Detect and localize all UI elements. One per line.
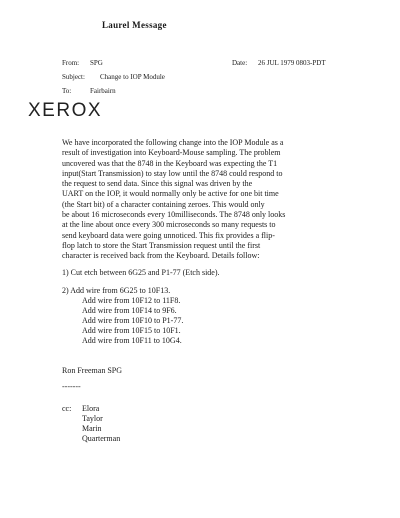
step-2-line: Add wire from 10F14 to 9F6. [82, 306, 177, 315]
from-label: From: [62, 59, 80, 67]
message-title: Laurel Message [102, 20, 167, 30]
step-2: 2) Add wire from 6G25 to 10F13. [62, 286, 171, 295]
subject-label: Subject: [62, 73, 85, 81]
body-line: UART on the IOP, it would normally only be active for one bit time [62, 189, 279, 199]
cc-name: Quarterman [82, 434, 121, 443]
body-line: be about 16 microseconds every 10milliseconds. The 8748 only looks [62, 210, 286, 220]
step-2-line: Add wire from 10F11 to 10G4. [82, 336, 182, 345]
to-label: To: [62, 87, 72, 95]
subject-value: Change to IOP Module [100, 73, 165, 81]
step-2-line: Add wire from 10F12 to 11F8. [82, 296, 181, 305]
step-2-line: Add wire from 10F15 to 10F1. [82, 326, 181, 335]
body-line: (the Start bit) of a character containing zeroes. This would only [62, 199, 265, 209]
body-line: at the line about once every 300 microseconds so many requests to [62, 220, 276, 230]
separator: ------- [62, 382, 81, 391]
body-line: input(Start Transmission) to stay low until the 8748 could respond to [62, 168, 283, 178]
body-line: flop latch to store the Start Transmission request until the first [62, 240, 261, 250]
date-label: Date: [232, 59, 248, 67]
body-line: uncovered was that the 8748 in the Keyboard was expecting the T1 [62, 158, 278, 168]
body-line: the request to send data. Since this signal was driven by the [62, 179, 253, 189]
signature: Ron Freeman SPG [62, 366, 122, 375]
cc-name: Taylor [82, 414, 103, 423]
step-2-line: Add wire from 10F10 to P1-77. [82, 316, 184, 325]
body-line: send keyboard data were going unnoticed. This fix provides a flip- [62, 230, 275, 240]
cc-label: cc: [62, 404, 72, 413]
date-value: 26 JUL 1979 0803-PDT [258, 59, 326, 67]
cc-name: Elora [82, 404, 100, 413]
to-value: Fairbairn [90, 87, 116, 95]
cc-name: Marin [82, 424, 102, 433]
body-line: result of investigation into Keyboard-Mouse sampling. The problem [62, 148, 281, 158]
xerox-logo: XEROX [28, 100, 103, 121]
from-value: SPG [90, 59, 103, 67]
body-line: character is received back from the Keyboard. Details follow: [62, 251, 260, 261]
body-line: We have incorporated the following change into the IOP Module as a [62, 138, 284, 147]
message-body [62, 138, 338, 262]
step-1: 1) Cut etch between 6G25 and P1-77 (Etch side). [62, 268, 220, 277]
